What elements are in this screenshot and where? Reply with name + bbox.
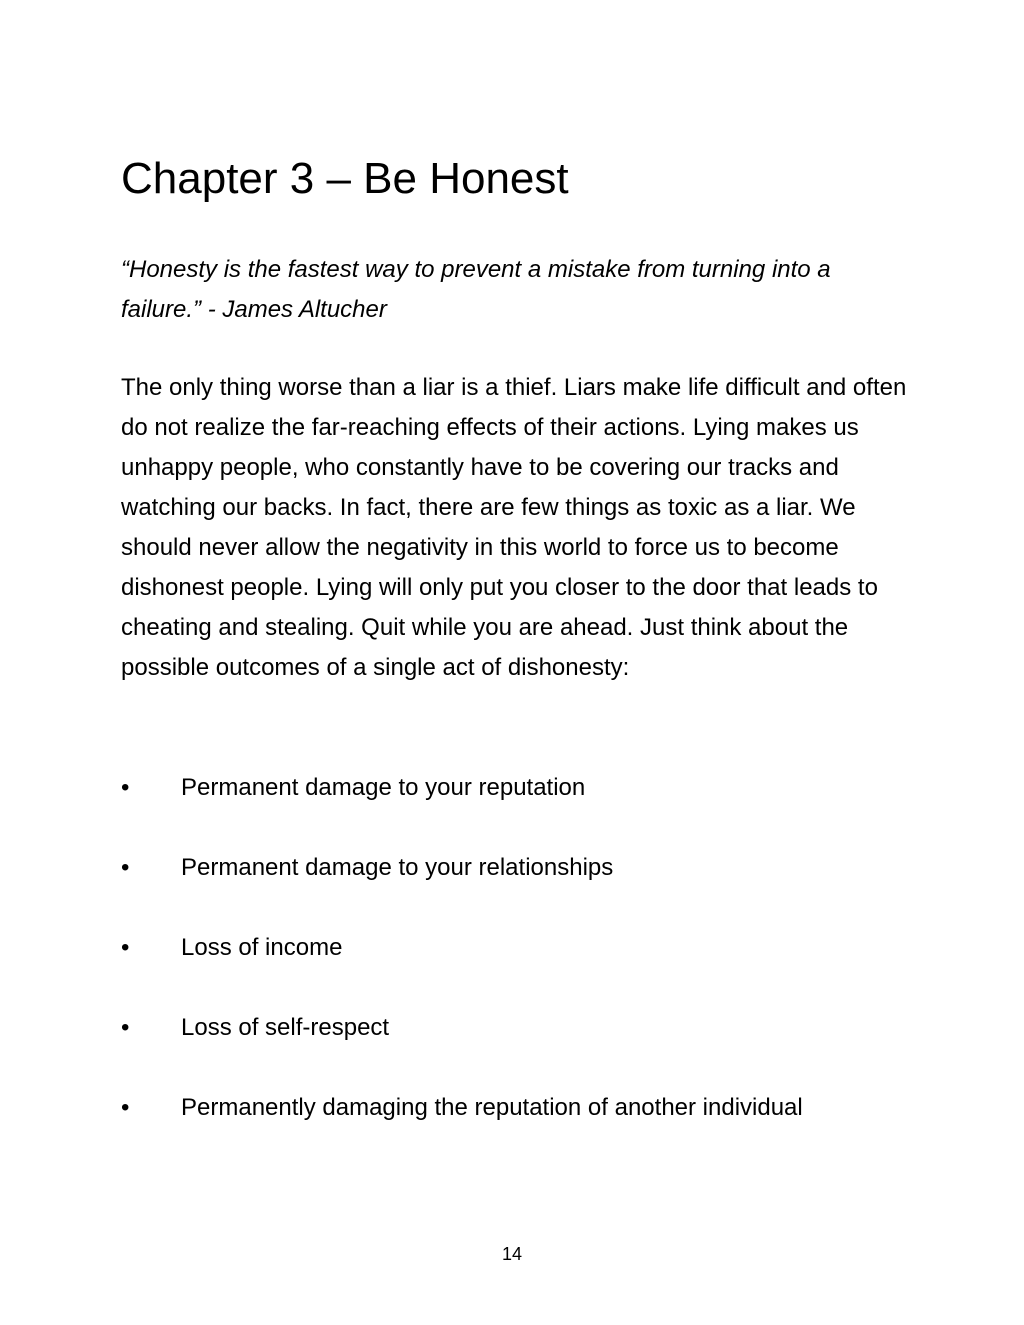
list-item-text: Permanent damage to your relationships: [181, 854, 614, 881]
bullet-icon: •: [121, 934, 130, 961]
page-number: 14: [501, 1244, 523, 1264]
list-item: [121, 928, 803, 968]
bullet-icon: •: [121, 774, 130, 801]
list-item-text: Permanent damage to your reputation: [181, 774, 586, 801]
body-paragraph: The only thing worse than a liar is a thief. Liars make life difficult and often do not realize the far-reaching effects of their actions. Lying makes us unhappy people, who constantly have to be covering our tracks and watching our backs. In fact, there are few things as toxic as a liar. We should never allow the negativity in this world to force us to become dishonest people. Lying will only put you closer to the door that leads to cheating and stealing. Quit while you are ahead. Just think about the possible outcomes of a single act of dishonesty:: [121, 374, 907, 681]
bullet-icon: •: [121, 1094, 130, 1121]
outcomes-list: [121, 768, 803, 1168]
list-item: [121, 1008, 803, 1048]
epigraph-quote: “Honesty is the fastest way to prevent a mistake from turning into a failure.” - James Altucher: [121, 256, 831, 323]
bullet-icon: •: [121, 1014, 130, 1041]
list-item: [121, 768, 803, 808]
list-item-text: Permanently damaging the reputation of another individual: [181, 1094, 803, 1121]
list-item-text: Loss of income: [181, 934, 343, 961]
chapter-title: Chapter 3 – Be Honest: [121, 154, 569, 203]
list-item-text: Loss of self-respect: [181, 1014, 390, 1041]
list-item: [121, 1088, 803, 1128]
bullet-icon: •: [121, 854, 130, 881]
list-item: [121, 848, 803, 888]
